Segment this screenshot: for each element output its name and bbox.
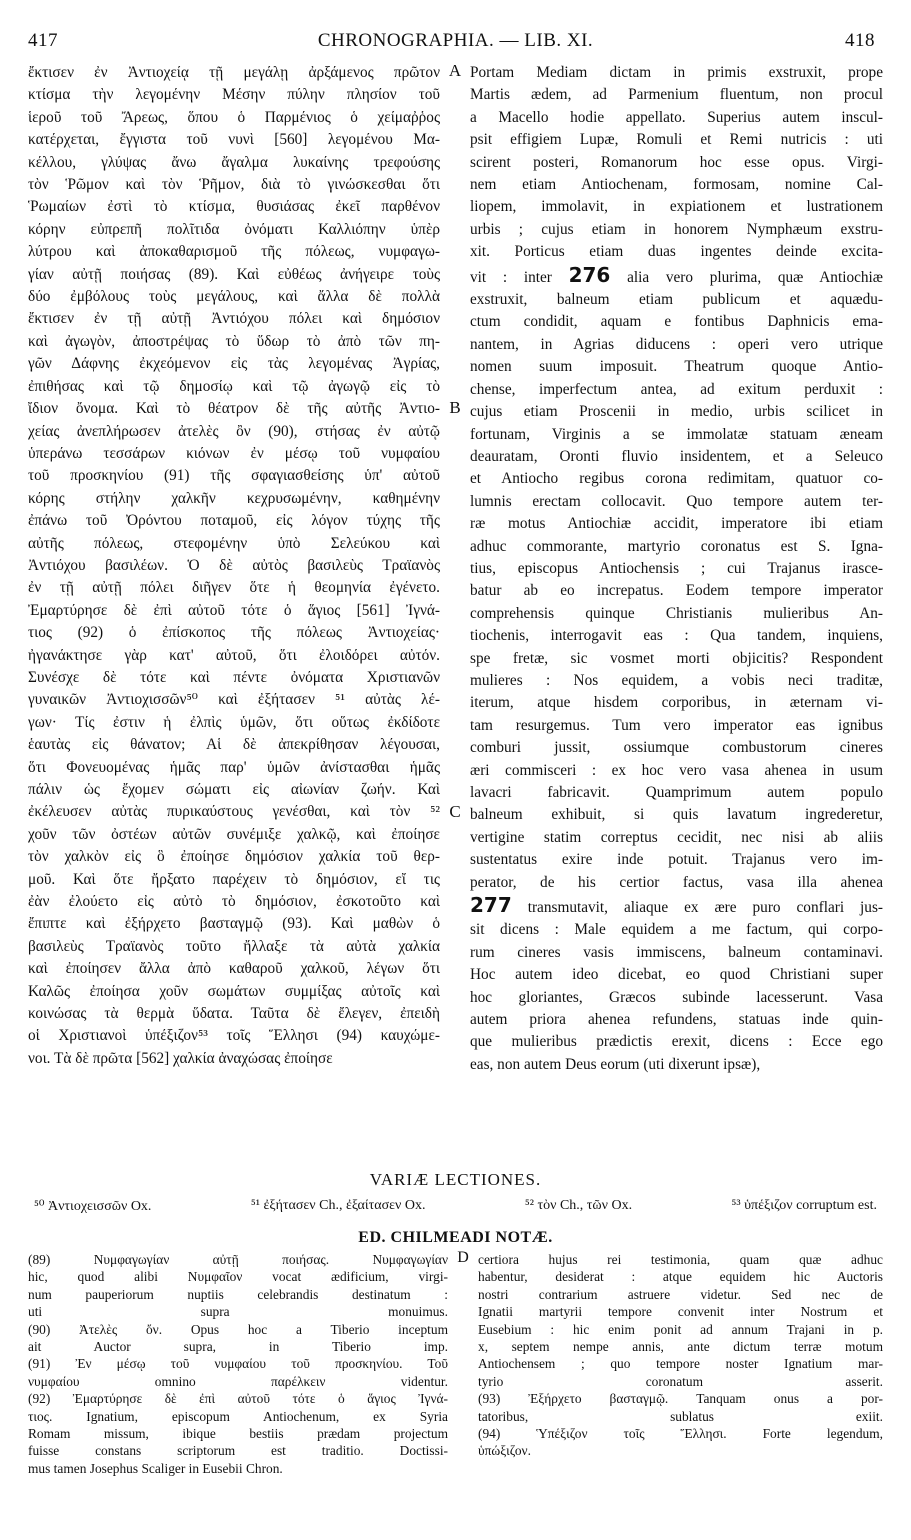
greek-text-line: μοῦ. Καὶ ὅτε ἤρξατο παρέχειν τὸ δημόσιον, εἴ τις: [28, 870, 440, 888]
note-line: (89) Νυμφαγωγίαν αὐτῇ ποιήσας. Νυμφαγωγίαν: [28, 1252, 448, 1267]
latin-text-line: chense, imperfectum antea, ad exitum perduxit :: [470, 380, 883, 398]
greek-text-line: χοῦν τῶν ὀστέων αὐτῶν συνέμιξε χαλκῷ, καὶ ἐποίησε: [28, 825, 440, 843]
latin-text-line: tiochenis, interrogavit eas : Qua tandem, inquiens,: [470, 627, 883, 645]
latin-text-line: autem priora ahenea refundens, statuas inde quin-: [470, 1011, 883, 1029]
note-line: certiora hujus rei testimonia, quam quæ adhuc: [478, 1252, 883, 1267]
latin-text-line: hoc gloriantes, Græcos subinde lacesserunt. Vasa: [470, 988, 883, 1006]
greek-text-line: καὶ ἀγωγὸν, ἀποστρέψας τὸ ὕδωρ τὸ ἀπὸ τῶν πη-: [28, 332, 440, 350]
greek-text-line: τοῦ προσκηνίου (91) τῆς σφαγιασθείσης ὑπ' αὐτοῦ: [28, 467, 440, 485]
greek-text-line: ὅτι Φονευομένας ἡμᾶς παρ' ὑμῶν ἀνίστασθαι ἡμᾶς: [28, 758, 440, 776]
latin-text-line: Hoc autem ideo dicebat, eo quod Christiani super: [470, 966, 883, 984]
greek-text-line: Συνέσχε δὲ τότε καὶ πέντε ὀνόματα Χριστιανῶν: [28, 668, 440, 686]
note-line: Ignatii martyrii tempore convenit inter Nostrum et: [478, 1304, 883, 1320]
latin-text-line: iterum, atque hisdem corporibus, in æternam vi-: [470, 694, 883, 712]
greek-text-line: γυναικῶν Ἀντιοχισσῶν⁵⁰ καὶ ἐξήτασεν ⁵¹ αὐτὰς λέ-: [28, 691, 440, 709]
margin-letter-a: A: [448, 61, 462, 80]
greek-text-line: ἔκτισεν ἐν Ἀντιοχείᾳ τῇ μεγάλῃ ἀρξάμενος πρῶτον: [28, 64, 440, 81]
greek-text-line: δύο ἐμβόλους τοὺς μεγάλους, καὶ ἄλλα δὲ πολλὰ: [28, 288, 440, 306]
latin-text-line: tam resurgemus. Tum vero imperator eas ignibus: [470, 716, 883, 734]
note-line: νυμφαίου omnino παρέλκειν videntur.: [28, 1373, 448, 1389]
greek-text-line: Ῥωμαίων ἐστὶ τὸ κτίσμα, θυσιάσας ἐκεῖ παρθένον: [28, 198, 440, 216]
margin-letter-b: B: [449, 398, 461, 417]
running-head: [28, 30, 883, 62]
greek-text-line: Καλῶς ἐποίησα χοῦν σωμάτων συμμίξας αὐτοῖς καὶ: [28, 982, 440, 1000]
variae-lectiones: [34, 1198, 877, 1215]
latin-text-line: liopem, immolavit, in expiationem et lustrationem: [470, 198, 883, 216]
column-number: 276: [568, 263, 611, 287]
greek-text-line: κόρην εὐπρεπῆ πολῖτιδα ὀνόματι Καλλιόπην ὑπὲρ: [28, 220, 440, 238]
greek-text-line: οἱ Χριστιανοὶ ὑπέξιζον⁵³ τοῖς Ἕλλησι (94) καυχώμε-: [28, 1027, 440, 1045]
main-text: [28, 62, 883, 1160]
note-line: ait Auctor supra, in Tiberio imp.: [28, 1339, 448, 1355]
note-line: ὑπώξιζον.: [478, 1443, 531, 1459]
latin-text-line: perator, de his certior factus, vasa illa ahenea: [470, 873, 883, 891]
notes-gutter: [448, 1251, 478, 1477]
greek-text-line: καὶ ἐποίησεν ἄλλα ἀπὸ καθαροῦ χαλκοῦ, λέγων ὅτι: [28, 960, 440, 978]
notes-left-column: [28, 1251, 448, 1477]
latin-text-line: psit effigiem Lupæ, Romuli et Remi nutricis : uti: [470, 131, 883, 149]
latin-text-line: 277 transmutavit, aliaque ex ære puro conflari jus-: [470, 894, 883, 918]
latin-text-line: ræ motus Antiochiæ accidit, imperatore ibi etiam: [470, 515, 883, 533]
greek-text-line: ἴδιον ὄνομα. Καὶ τὸ θέατρον δὲ τῆς αὐτῆς Ἀντιο-: [28, 400, 440, 418]
latin-text-line: tius, episcopus Antiochensis ; cui Trajanus irasce-: [470, 559, 883, 577]
greek-text-line: ἐν τῇ αὐτῇ πόλει διῆγεν ὅτε ἡ θεομηνία ἐγένετο.: [28, 579, 440, 597]
latin-text-line: rum cineres vasis immiscens, balneum contaminavi.: [470, 943, 883, 961]
latin-text-line: sustentatus exire inde potuit. Trajanus vero im-: [470, 851, 883, 869]
note-line: tatoribus, sublatus exiit.: [478, 1408, 883, 1424]
note-line: (92) Ἐμαρτύρησε δὲ ἐπὶ αὐτοῦ τότε ὁ ἅγιος Ἰγνά-: [28, 1391, 448, 1407]
greek-text-line: γῶν Δάφνης ἐκχεόμενον εἰς τὰς λεγομένας Ἀγρίας,: [28, 355, 440, 373]
greek-text-line: ἐπάνω τοῦ Ὀρόντου ποταμοῦ, εἰς λόγον τύχης τῆς: [28, 512, 440, 530]
variant-item: ⁵⁰ Ἀντιοχεισσῶν Ox.: [34, 1199, 152, 1214]
latin-text-line: mulieres : Nos equidem, a vobis neci traditæ,: [470, 671, 883, 689]
greek-text-line: κοινώσας τὰ θερμὰ ὕδατα. Ταῦτα δὲ ἔλεγεν, ἐπειδὴ: [28, 1005, 440, 1023]
greek-text-line: γων· Τίς ἐστιν ἡ ἐλπὶς ὑμῶν, ὅτι οὕτως ἐκδίδοτε: [28, 713, 440, 731]
variae-title: VARIÆ LECTIONES.: [369, 1170, 542, 1189]
latin-text-line: urbis ; cujus etiam in honorem Nymphæum exstru-: [470, 220, 883, 238]
note-line: tyrio coronatum asserit.: [478, 1373, 883, 1389]
note-line: (91) Ἐν μέσῳ τοῦ νυμφαίου τοῦ προσκηνίου. Τοῦ: [28, 1356, 448, 1372]
variant-item: ⁵² τὸν Ch., τῶν Ox.: [524, 1198, 633, 1213]
greek-text-line: Ἀντιόχου βασιλέων. Ὁ δὲ αὐτὸς βασιλεὺς Τραϊανὸς: [28, 556, 440, 574]
latin-text-line: vertigine statim correptus cecidit, nec nisi ab aliis: [470, 828, 883, 846]
greek-text-line: ἑαυτὰς εἰς θάνατον; Αἱ δὲ ἀπεκρίθησαν λέγουσαι,: [28, 736, 440, 754]
latin-text-line: nantem, in Agrias diducens : operi vero utrique: [470, 335, 883, 353]
margin-letter-c: C: [449, 802, 461, 821]
latin-text-line: a Macello hodie appellato. Superius autem inscul-: [470, 108, 883, 126]
note-line: τιος. Ignatium, episcopum Antiochenum, ex Syria: [28, 1408, 448, 1424]
note-line: nostri contrarium astruere videtur. Sed nec de: [478, 1286, 883, 1302]
greek-text-line: νοι. Τὰ δὲ πρῶτα [562] χαλκία ἀναχώσας ἐποίησε: [28, 1049, 333, 1067]
greek-text-line: ἐὰν ἐλούετο εἰς αὐτὸ τὸ δημόσιον, ἐσκοτοῦτο καὶ: [28, 893, 440, 911]
greek-text-line: ὑπεράνω τεσσάρων κιόνων ἐν μέσῳ τοῦ νυμφαίου: [28, 444, 440, 462]
greek-text-line: πάλιν ὡς ἔχομεν σώματι εἰς αἰωνίαν ζωήν. Καὶ: [28, 781, 440, 798]
greek-text-line: ἔκτισεν ἐν τῇ αὐτῇ Ἀντιόχου πόλει καὶ δημόσιον: [28, 310, 440, 328]
latin-text-line: eas, non autem Deus eorum (uti dixerunt ipsæ),: [470, 1055, 761, 1073]
note-line: Eusebium : hic enim ponit ad annum Trajani in p.: [478, 1321, 883, 1337]
latin-text-line: fortunam, Virginis a se immolatæ statuam æneam: [470, 425, 883, 443]
greek-text-line: γίαν αὐτῇ ποιήσας (89). Καὶ εὐθέως ἀνήγειρε τοὺς: [28, 265, 440, 283]
latin-text-line: Portam Mediam dictam in primis exstruxit, prope: [470, 64, 883, 81]
greek-text-line: κόρης στήλην χαλκῆν κεχρυσωμένην, καθημένην: [28, 489, 440, 507]
latin-text-line: vit : inter 276 alia vero plurima, quæ Antiochiæ: [470, 263, 883, 287]
note-line: habentur, desiderat : atque equidem hic Auctoris: [478, 1269, 883, 1285]
latin-text-line: æri commisceri : ex hoc vero vasa ahenea in usum: [470, 761, 883, 779]
latin-text-line: nem etiam Antiochenam, formosam, nomine Cal-: [470, 176, 883, 194]
greek-text-line: ἐκέλευσεν αὐτὰς πυρικαύστους γενέσθαι, καὶ τὸν ⁵²: [28, 803, 440, 821]
greek-text-line: ἔπιπτε καὶ ἐξήρχετο βασταγμῷ (93). Καὶ μαθὼν ὁ: [28, 915, 440, 933]
latin-text-line: cujus etiam Proscenii in medio, urbis scilicet in: [470, 403, 883, 421]
greek-text-line: βασιλεὺς Τραϊανὸς τοῦτο ἤλλαξε τὰ αὐτὰ χαλκία: [28, 937, 440, 955]
latin-text-line: xit. Porticus etiam duas ingentes deinde excita-: [470, 243, 883, 261]
note-line: (90) Ἀτελὲς ὄν. Opus hoc a Tiberio inceptum: [28, 1321, 448, 1337]
notes: [28, 1251, 883, 1477]
greek-text-line: χείας ἀνεπλήρωσεν ἀτελὲς ὂν (90), στήσας ἐν αὐτῷ: [28, 422, 440, 440]
note-line: fuisse constans scriptorum est traditio. Doctissi-: [28, 1443, 448, 1459]
latin-text-line: scirent posteri, Romanorum hoc esse opus. Virgi-: [470, 153, 883, 171]
variant-item: ⁵³ ὑπέξιζον corruptum est.: [731, 1198, 877, 1213]
greek-text-line: κτίσμα τὴν λεγομένην Μέσην πύλην πλησίον τοῦ: [28, 86, 440, 104]
note-line: x, septem nempe annis, ante dictum terræ motum: [478, 1339, 883, 1355]
notes-right-column: [478, 1251, 883, 1477]
latin-text-line: Martis ædem, ad Parmenium fluentum, non procul: [470, 86, 883, 104]
latin-text-line: nomen suum imposuit. Theatrum quoque Antio-: [470, 358, 883, 376]
latin-text-line: comburi jussit, ossiumque combustorum cineres: [470, 739, 883, 757]
latin-text-line: lavacri fabricavit. Quamprimum autem populo: [470, 784, 883, 801]
note-line: (93) Ἐξήρχετο βασταγμῷ. Tanquam onus a por-: [478, 1391, 883, 1407]
greek-text-line: τιος (92) ὁ ἐπίσκοπος τῆς πόλεως Ἀντιοχείας·: [28, 624, 440, 642]
column-number: 277: [470, 894, 512, 918]
notes-title: ED. CHILMEADI NOTÆ.: [358, 1229, 553, 1246]
latin-text-line: exstruxit, balneum etiam publicum et aquædu-: [470, 291, 883, 309]
page-title: CHRONOGRAPHIA. — LIB. XI.: [317, 30, 594, 51]
latin-text-line: lumnis erectam collocavit. Quo tempore autem ter-: [470, 492, 883, 510]
page-number-right: 418: [845, 30, 875, 51]
note-line: hic, quod alibi Νυμφαῖον vocat ædificium, virgi-: [28, 1269, 448, 1285]
greek-text-line: κατέρχεται, ἔγγιστα τοῦ νυνὶ [560] λεγομένου Μα-: [28, 131, 440, 149]
greek-text-line: αὐτῆς πόλεως, στεφομένην ὑπὸ Σελεύκου καὶ: [28, 534, 440, 552]
latin-text-line: spe fretæ, sic vosmet morti objicitis? Respondent: [470, 649, 883, 667]
greek-text-line: Ἐμαρτύρησε δὲ ἐπὶ αὐτοῦ τότε ὁ ἅγιος [561] Ἰγνά-: [28, 601, 440, 619]
note-line: Antiochensem ; quo tempore noster Ignatium mar-: [478, 1356, 883, 1372]
latin-text-line: que mulieribus prædictis erexit, dicens : Ecce ego: [470, 1033, 883, 1051]
margin-gutter: [440, 62, 470, 1160]
greek-text-line: κέλλου, γλύψας ἄνω ἄγαλμα λυκαίνης τρεφούσης: [28, 153, 440, 171]
latin-text-line: et Antiocho regibus corona redimitam, quatuor co-: [470, 470, 883, 488]
latin-text-line: comprehensis quinque Christianis mulieribus An-: [470, 604, 883, 622]
greek-text-line: τὸν Ῥῶμον καὶ τὸν Ῥῆμον, διὰ τὸ γινώσκεσθαι ὅτι: [28, 176, 440, 194]
note-line: Romam missum, ibique bestiis prædam projectum: [28, 1426, 448, 1442]
latin-text-line: batur ab eo increpatus. Eodem tempore imperator: [470, 582, 883, 600]
latin-column: [470, 62, 883, 1160]
note-line: num pauperiorum nuptiis celebrandis destinatum :: [28, 1286, 448, 1302]
greek-text-line: λύτρου καὶ ἀποκαθαρισμοῦ τῆς πόλεως, νυμφαγω-: [28, 243, 440, 261]
margin-letter-d: D: [457, 1249, 469, 1266]
greek-column: [28, 62, 440, 1160]
latin-text-line: balneum exhibuit, si quis lavatum ingrederetur,: [470, 806, 883, 824]
latin-text-line: adhuc commorante, martyrio coronatus est S. Igna-: [470, 537, 883, 555]
latin-text-line: deauratam, Oronti fluvio insidentem, et a Seleuco: [470, 447, 883, 465]
latin-text-line: sit dicens : Male equidem a me factum, qui corpo-: [470, 921, 883, 939]
variant-item: ⁵¹ ἐξήτασεν Ch., ἐξαίτασεν Ox.: [250, 1198, 426, 1213]
latin-text-line: ctum condidit, aquam e fontibus Daphnicis ema-: [470, 313, 883, 331]
greek-text-line: ἐπιθήσας καὶ τῷ δημοσίῳ καὶ τῷ ἀγωγῷ εἰς τὸ: [28, 377, 440, 395]
greek-text-line: ἠγανάκτησε γὰρ κατ' αὐτοῦ, ὅτι ἐλοιδόρει αὐτόν.: [28, 646, 440, 664]
greek-text-line: ἱεροῦ τοῦ Ἄρεως, ὅπου ὁ Παρμένιος ὁ χείμαῤῥος: [28, 108, 440, 126]
note-line: (94) Ὑπέξιζον τοῖς Ἕλλησι. Forte legendum,: [478, 1426, 883, 1442]
note-line: uti supra monuimus.: [28, 1304, 448, 1320]
page-number-left: 417: [28, 30, 58, 51]
greek-text-line: τὸν χαλκὸν εἰς ὃ ἐποίησε δημόσιον χαλκία τοῦ θερ-: [28, 848, 440, 866]
note-line: mus tamen Josephus Scaliger in Eusebii Chron.: [28, 1460, 283, 1476]
